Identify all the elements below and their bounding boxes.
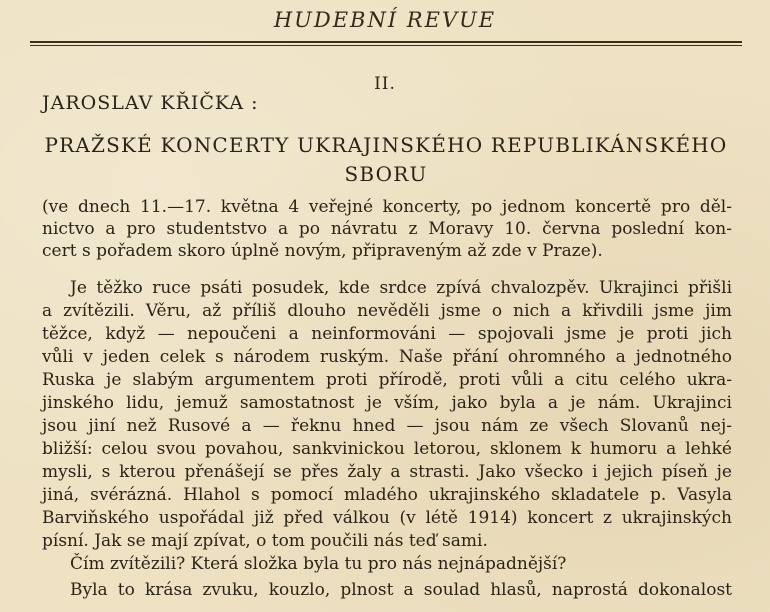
intro-line-2: nictvo a pro studentstvo a po návratu z Moravy 10. června poslední kon-: [42, 219, 732, 239]
section-number: II.: [374, 74, 396, 94]
body-line-7: jsou jiní než Rusové a — řeknu hned — jsou nám ze všech Slovanů nej-: [42, 416, 732, 436]
body-line-12: písní. Jak se mají zpívat, o tom poučili nás teď sami.: [42, 531, 488, 551]
body-line-1: Je těžko ruce psáti posudek, kde srdce zpívá chvalozpěv. Ukrajinci přišli: [70, 278, 732, 298]
author-name: JAROSLAV KŘIČKA :: [42, 92, 259, 114]
body-line-5: Ruska je slabým argumentem proti přírodě, proti vůli a citu celého ukra-: [42, 370, 732, 390]
article-title-line-2: SBORU: [344, 162, 428, 186]
body-line-2: a zvítězili. Věru, až příliš dlouho nevěděli jsme o nich a křivdili jsme jim: [42, 301, 732, 321]
intro-line-1: (ve dnech 11.—17. května 4 veřejné koncerty, po jednom koncertě pro děl-: [42, 197, 732, 217]
header-rule-thick: [30, 41, 742, 43]
body-line-14: Byla to krása zvuku, kouzlo, plnost a soulad hlasů, naprostá dokonalost: [70, 580, 732, 600]
journal-header: HUDEBNÍ REVUE: [273, 8, 497, 32]
header-rule-thin: [30, 45, 742, 46]
body-line-10: jiná, svérázná. Hlahol s pomocí mladého ukrajinského skladatele p. Vasyla: [42, 485, 732, 505]
body-line-11: Barviňského uspořádal již před válkou (v létě 1914) koncert z ukrajinských: [42, 508, 732, 528]
intro-line-3: cert s pořadem skoro úplně novým, připraveným až zde v Praze).: [42, 241, 603, 261]
article-title-line-1: PRAŽSKÉ KONCERTY UKRAJINSKÉHO REPUBLIKÁNSKÉHO: [44, 133, 728, 157]
body-line-8: bližší: celou svou povahou, sankvinickou letorou, sklonem k humoru a lehké: [42, 439, 732, 459]
body-line-6: jinského lidu, jemuž samostatnost je vším, jako byla a je nám. Ukrajinci: [42, 393, 732, 413]
body-line-9: mysli, s kterou přenášejí se přes žaly a strasti. Jako všecko i jejich píseň je: [42, 462, 732, 482]
body-line-4: vůli v jeden celek s národem ruským. Naše přání ohromného a jednotného: [42, 347, 732, 367]
body-line-3: těžce, když — nepoučeni a neinformováni — spojovali jsme je proti jich: [42, 324, 732, 344]
body-line-13: Čím zvítězili? Která složka byla tu pro nás nejnápadnější?: [70, 554, 567, 574]
